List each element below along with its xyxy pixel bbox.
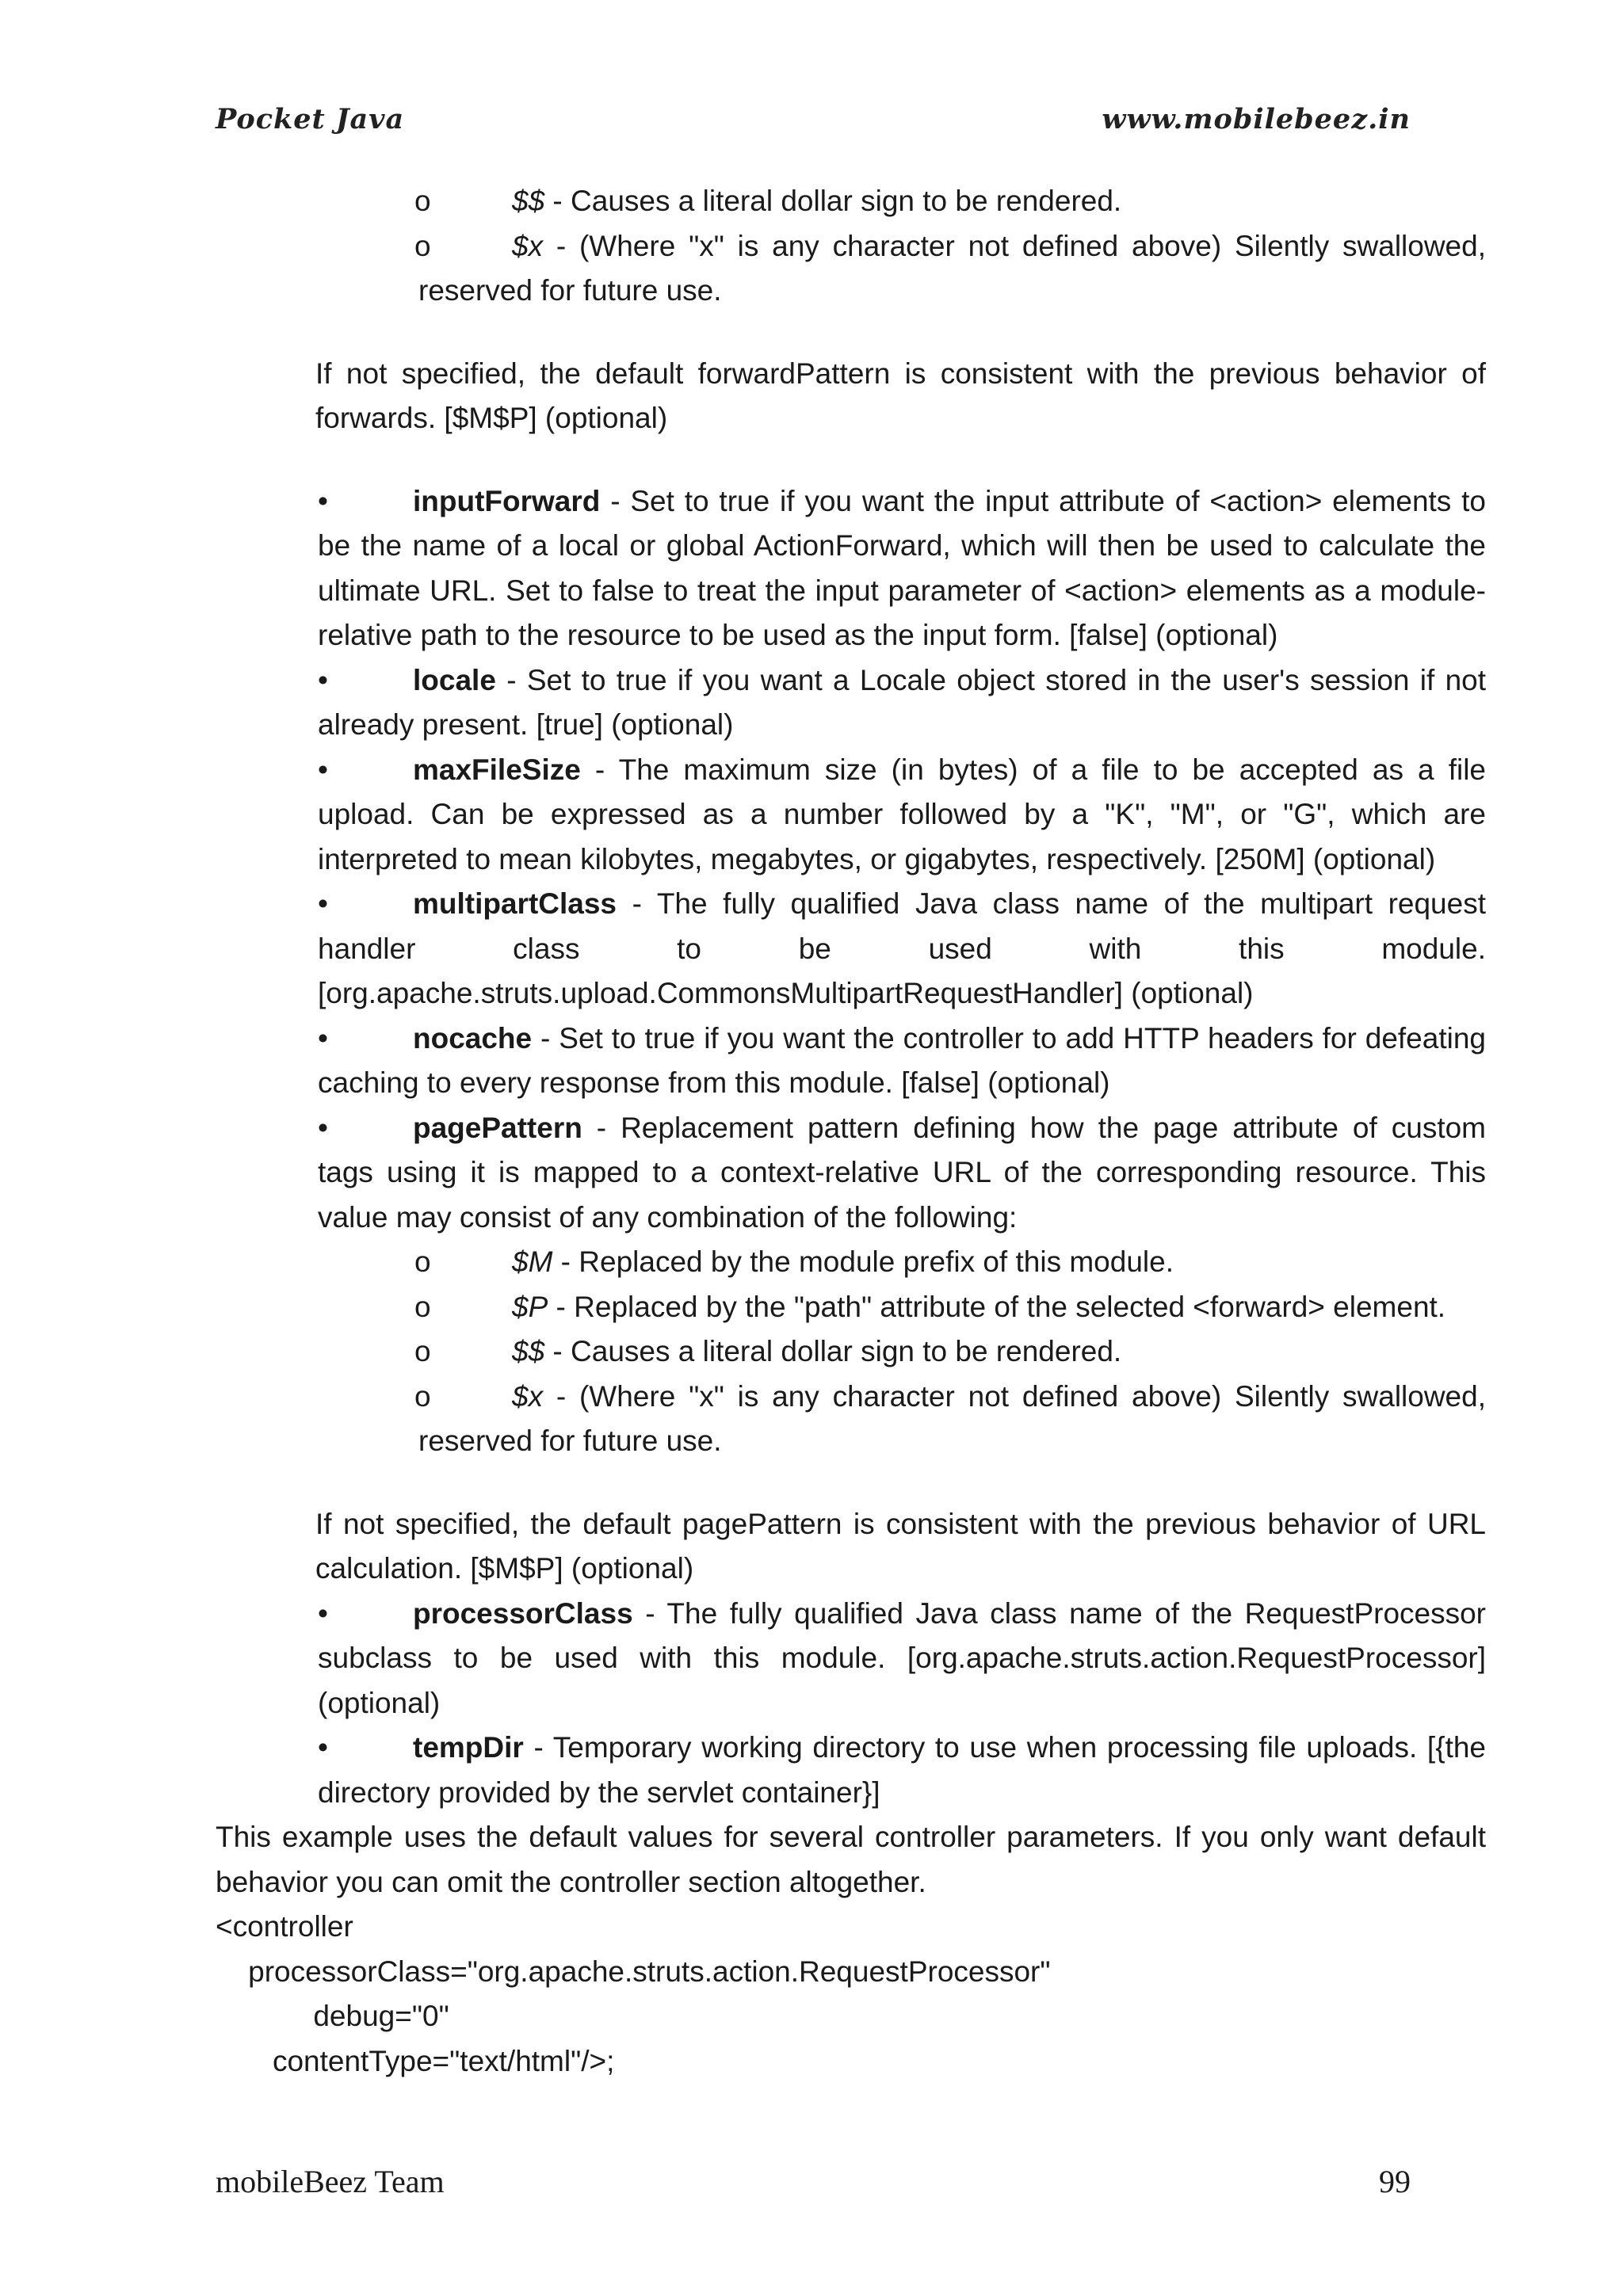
sub-item-marker: o [414,1379,431,1413]
bullet: • [318,1731,328,1764]
bullet: • [318,753,328,786]
sub-item [414,179,1486,224]
bullet: • [318,887,328,920]
param-item [318,1106,1486,1241]
sub-item-text [418,1285,1486,1330]
sub-item-code: $$ [512,1335,545,1367]
sub-item [414,1329,1486,1375]
sub-item-marker: o [414,1290,431,1323]
param-name: tempDir [413,1731,524,1764]
page-number: 99 [1379,2164,1411,2199]
param-item [318,882,1486,1016]
sub-item-marker: o [414,185,431,217]
bullet: • [318,484,328,517]
forward-pattern-note: If not specified, the default forwardPattern is consistent with the previous behavior of forwards. [$M$P] (optional) [315,357,1486,434]
param-item [318,1016,1486,1106]
param-desc: - Temporary working directory to use when processing file uploads. [{the directory provided by the servlet container}] [318,1731,1486,1809]
bullet: • [318,1021,328,1055]
param-name: pagePattern [413,1111,582,1144]
sub-item-text [418,1329,1486,1375]
code-line: processorClass="org.apache.struts.action.RequestProcessor" [216,1955,1051,1988]
sub-item-marker: o [414,1245,431,1278]
sub-item-code: $$ [512,185,545,217]
code-line: debug="0" [216,2000,449,2032]
param-item [318,1726,1486,1815]
code-line: contentType="text/html"/>; [216,2044,615,2077]
bullet: • [318,663,328,696]
sub-item-code: $x [512,1379,544,1413]
sub-item [414,1240,1486,1285]
sub-item-text [418,224,1486,314]
bullet: • [318,1596,328,1630]
param-name: locale [413,663,496,696]
param-desc: - Replacement pattern defining how the page attribute of custom tags using it is mapped to a context-relative URL of the corresponding resource. This value may consist of any combination of the following: [318,1111,1486,1234]
sub-item [414,224,1486,314]
sub-item-desc: - Replaced by the "path" attribute of the selected <forward> element. [548,1290,1446,1323]
param-desc: - The maximum size (in bytes) of a file to be accepted as a file upload. Can be expressed as a number followed by a "K", "M", or "G", which are interpreted to mean kilobytes, megabytes, or gigabytes, respectively. [250M] (optional) [318,753,1486,875]
sub-item-code: $P [512,1290,548,1323]
param-desc: - Set to true if you want the input attribute of <action> elements to be the name of a local or global ActionForward, which will then be used to calculate the ultimate URL. Set to false to treat the input parameter of <action> elements as a module-relative path to the resource to be used as the input form. [false] (optional) [318,484,1486,651]
page-pattern-note: If not specified, the default pagePattern is consistent with the previous behavior of URL calculation. [$M$P] (optional) [315,1507,1486,1585]
sub-item-text [418,1375,1486,1464]
param-name: processorClass [413,1596,633,1630]
param-desc: - Set to true if you want the controller to add HTTP headers for defeating caching to every response from this module. [false] (optional) [318,1021,1486,1099]
sub-item-marker: o [414,1335,431,1367]
sub-item [414,1375,1486,1464]
param-item [318,479,1486,658]
param-name: multipartClass [413,887,617,920]
sub-item [414,1285,1486,1330]
sub-item-text [418,179,1486,224]
sub-item-desc: - (Where "x" is any character not defined above) Silently swallowed, reserved for future use. [418,229,1486,307]
example-intro: This example uses the default values for several controller parameters. If you only want default behavior you can omit the controller section altogether. [216,1821,1486,1898]
param-name: maxFileSize [413,753,581,786]
sub-item-desc: - Causes a literal dollar sign to be rendered. [544,1335,1122,1367]
sub-item-code: $M [512,1245,553,1278]
param-desc: - The fully qualified Java class name of the RequestProcessor subclass to be used with this module. [org.apache.struts.action.RequestProcessor] (optional) [318,1596,1486,1719]
sub-item-marker: o [414,229,431,262]
header-website: www.mobilebeez.in [1102,103,1411,135]
header-title: Pocket Java [216,103,405,135]
param-item [318,748,1486,883]
param-desc: - Set to true if you want a Locale object stored in the user's session if not already present. [true] (optional) [318,663,1486,741]
param-item [318,658,1486,748]
code-line: <controller [216,1910,353,1943]
param-name: nocache [413,1021,533,1055]
sub-item-text [418,1240,1486,1285]
param-item [318,1592,1486,1726]
bullet: • [318,1111,328,1144]
sub-item-desc: - Causes a literal dollar sign to be rendered. [544,185,1122,217]
footer-author: mobileBeez Team [216,2164,445,2199]
param-desc: - The fully qualified Java class name of the multipart request handler class to be used with this module. [org.apache.struts.upload.CommonsMultipartRequestHandler] (optional) [318,887,1486,1009]
sub-item-desc: - (Where "x" is any character not defined above) Silently swallowed, reserved for future use. [418,1379,1486,1457]
page-content [0,179,1623,2084]
sub-item-desc: - Replaced by the module prefix of this module. [552,1245,1174,1278]
sub-item-code: $x [512,229,544,262]
param-name: inputForward [413,484,601,517]
